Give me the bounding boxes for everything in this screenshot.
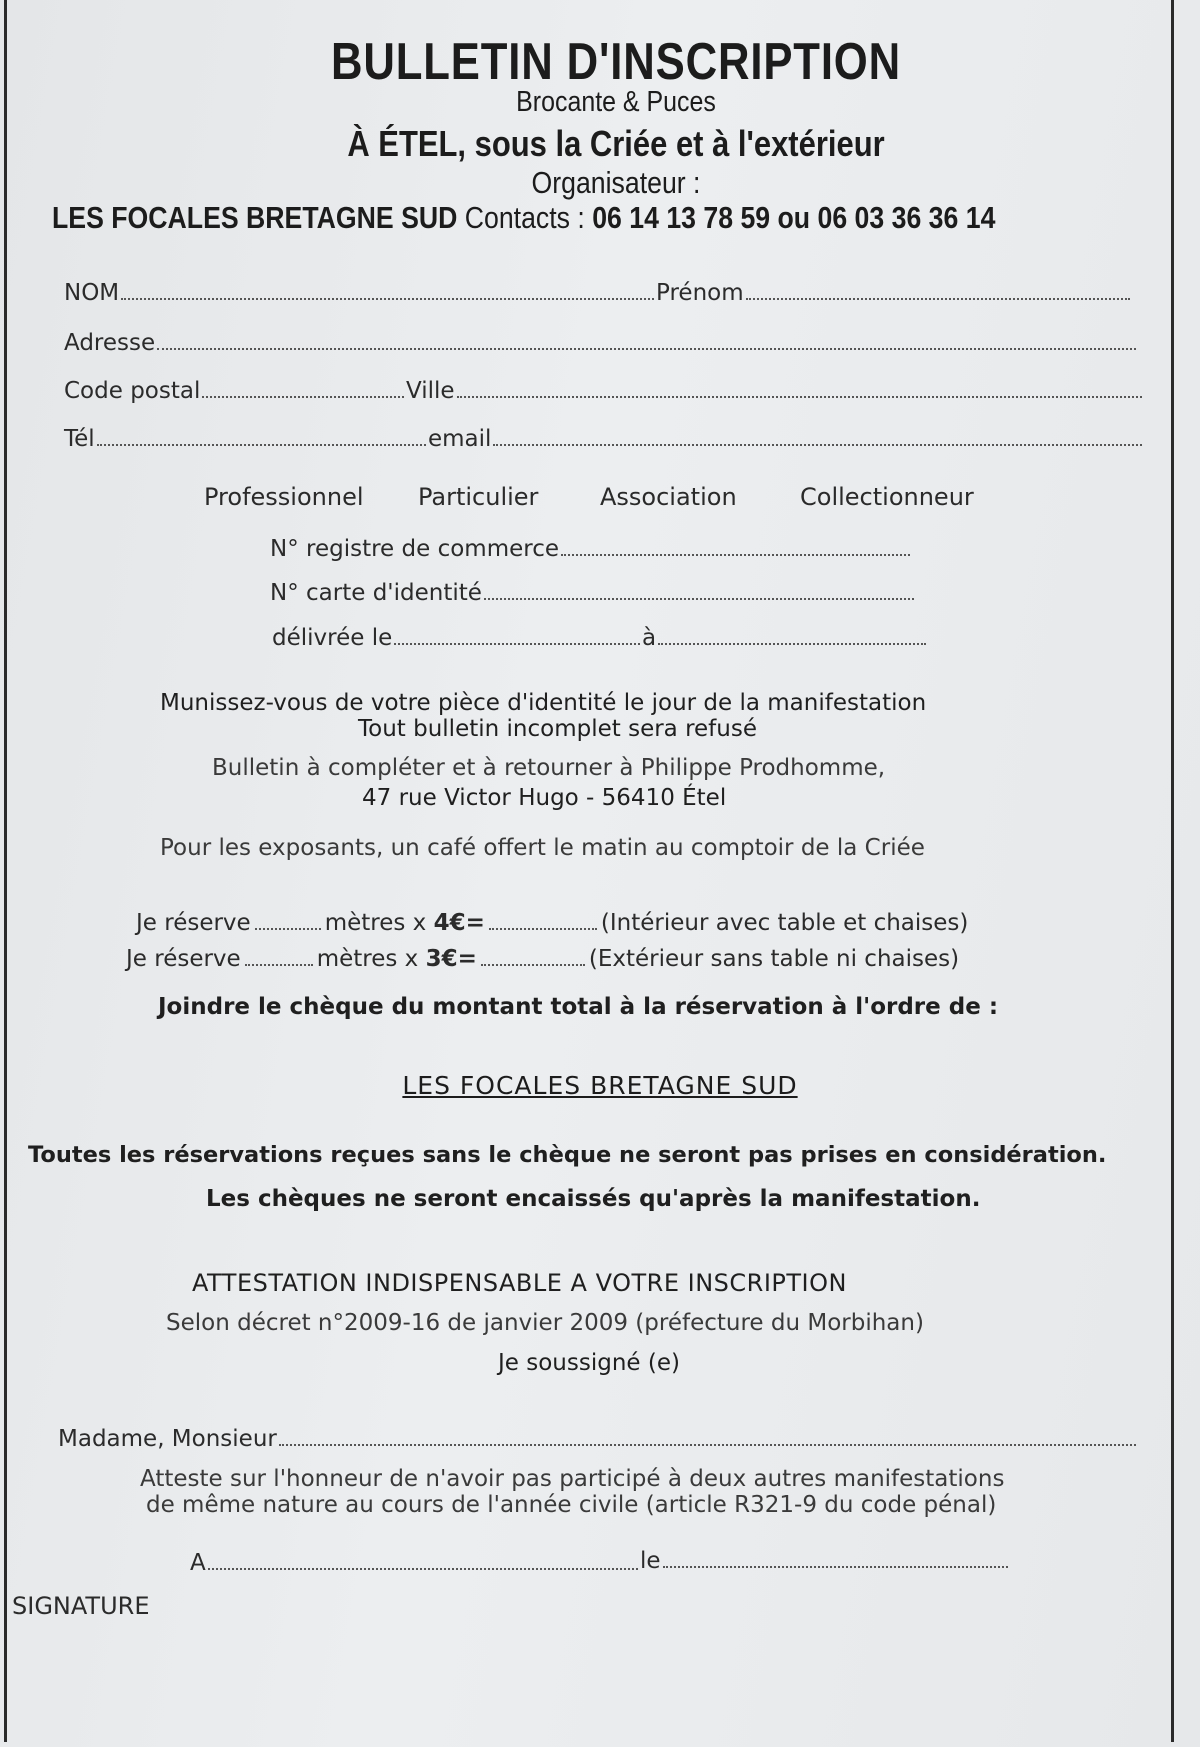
ville-line[interactable] [457,395,1142,398]
warning-cheque: Toutes les réservations reçues sans le chèque ne seront pas prises en considération. [28,1142,1107,1168]
organizer-label: Organisateur : [531,165,701,200]
registre-label: N° registre de commerce [270,536,560,562]
nom-label: NOM [64,280,120,306]
prenom-line[interactable] [746,297,1130,300]
attestation-text-1: Atteste sur l'honneur de n'avoir pas participé à deux autres manifestations [140,1466,1005,1492]
form-title: BULLETIN D'INSCRIPTION [330,33,901,91]
type-particulier[interactable]: Particulier [418,483,539,511]
madame-monsieur-line[interactable] [279,1443,1136,1446]
type-professionnel[interactable]: Professionnel [204,483,364,511]
je-reserve-label: Je réserve [136,910,251,936]
carte-field[interactable] [270,580,916,606]
signature-label: SIGNATURE [12,1592,150,1620]
metres-label-2: mètres x [316,946,419,972]
madame-monsieur-label: Madame, Monsieur [58,1426,277,1452]
prenom-label: Prénom [656,280,744,306]
contacts-label: Contacts : [464,200,585,235]
delivree-line[interactable] [394,642,640,645]
tel-line[interactable] [97,443,426,446]
attestation-le-label: le [640,1548,661,1574]
email-line[interactable] [493,443,1142,446]
reservation-exterieur[interactable] [126,946,959,972]
adresse-line[interactable] [157,347,1136,350]
carte-label: N° carte d'identité [270,580,482,606]
adresse-field[interactable] [64,330,1138,356]
je-reserve-label-2: Je réserve [126,946,241,972]
adresse-label: Adresse [64,330,156,356]
type-collectionneur[interactable]: Collectionneur [800,483,974,511]
madame-monsieur-field[interactable] [58,1426,1138,1452]
metres-label: mètres x [324,910,427,936]
code-postal-field[interactable] [64,378,406,404]
tel-label: Tél [64,426,95,452]
email-label: email [428,426,492,452]
attestation-text-2: de même nature au cours de l'année civile (article R321-9 du code pénal) [146,1492,997,1518]
attestation-place-line[interactable] [208,1567,638,1570]
price-interieur: 4€= [433,910,485,936]
delivree-field[interactable] [272,625,642,651]
total-interieur-input[interactable] [489,928,597,930]
nom-line[interactable] [121,297,654,300]
attestation-place-field[interactable] [190,1550,640,1576]
beneficiary-wrap [0,1071,1200,1100]
delivree-lieu-field[interactable] [642,625,928,651]
attestation-date-line[interactable] [663,1565,1008,1568]
price-exterieur: 3€= [425,946,477,972]
delivree-label: délivrée le [272,625,393,651]
organizer-contact-line [52,200,995,236]
attestation-title: ATTESTATION INDISPENSABLE A VOTRE INSCRIPTION [192,1269,847,1297]
event-location: À ÉTEL, sous la Criée et à l'extérieur [347,123,885,164]
contact-numbers: 06 14 13 78 59 ou 06 03 36 36 14 [592,200,996,235]
ville-label: Ville [406,378,455,404]
reservation-interieur[interactable] [136,910,968,936]
event-subtitle: Brocante & Puces [516,86,716,118]
delivree-lieu-line[interactable] [658,642,926,645]
delivree-a-label: à [642,625,657,651]
nom-field[interactable] [64,280,656,306]
carte-line[interactable] [484,597,914,600]
metres-interieur-input[interactable] [255,928,321,930]
metres-exterieur-input[interactable] [245,964,313,966]
incomplet-note: Tout bulletin incomplet sera refusé [358,716,757,742]
exterieur-note: (Extérieur sans table ni chaises) [588,946,960,972]
organizer-name: LES FOCALES BRETAGNE SUD [52,200,458,235]
tel-field[interactable] [64,426,428,452]
ville-field[interactable] [406,378,1144,404]
code-postal-label: Code postal [64,378,201,404]
beneficiary-name: LES FOCALES BRETAGNE SUD [402,1071,798,1100]
retour-address: 47 rue Victor Hugo - 56410 Étel [362,785,727,811]
registre-field[interactable] [270,536,912,562]
total-exterieur-input[interactable] [481,964,585,966]
retour-note: Bulletin à compléter et à retourner à Philippe Prodhomme, [212,755,886,781]
cafe-note: Pour les exposants, un café offert le matin au comptoir de la Criée [160,835,925,861]
attestation-decree: Selon décret n°2009-16 de janvier 2009 (préfecture du Morbihan) [166,1310,924,1336]
interieur-note: (Intérieur avec table et chaises) [600,910,969,936]
type-association[interactable]: Association [600,483,737,511]
email-field[interactable] [428,426,1144,452]
piece-identite-note: Munissez-vous de votre pièce d'identité le jour de la manifestation [160,690,927,716]
registre-line[interactable] [561,553,910,556]
soussigne-label: Je soussigné (e) [498,1350,680,1376]
code-postal-line[interactable] [202,395,404,398]
warning-encaissement: Les chèques ne seront encaissés qu'après la manifestation. [206,1186,981,1212]
prenom-field[interactable] [656,280,1132,306]
attestation-date-field[interactable] [640,1548,1010,1574]
attestation-a-label: A [190,1550,206,1576]
cheque-instruction: Joindre le chèque du montant total à la réservation à l'ordre de : [158,994,999,1020]
